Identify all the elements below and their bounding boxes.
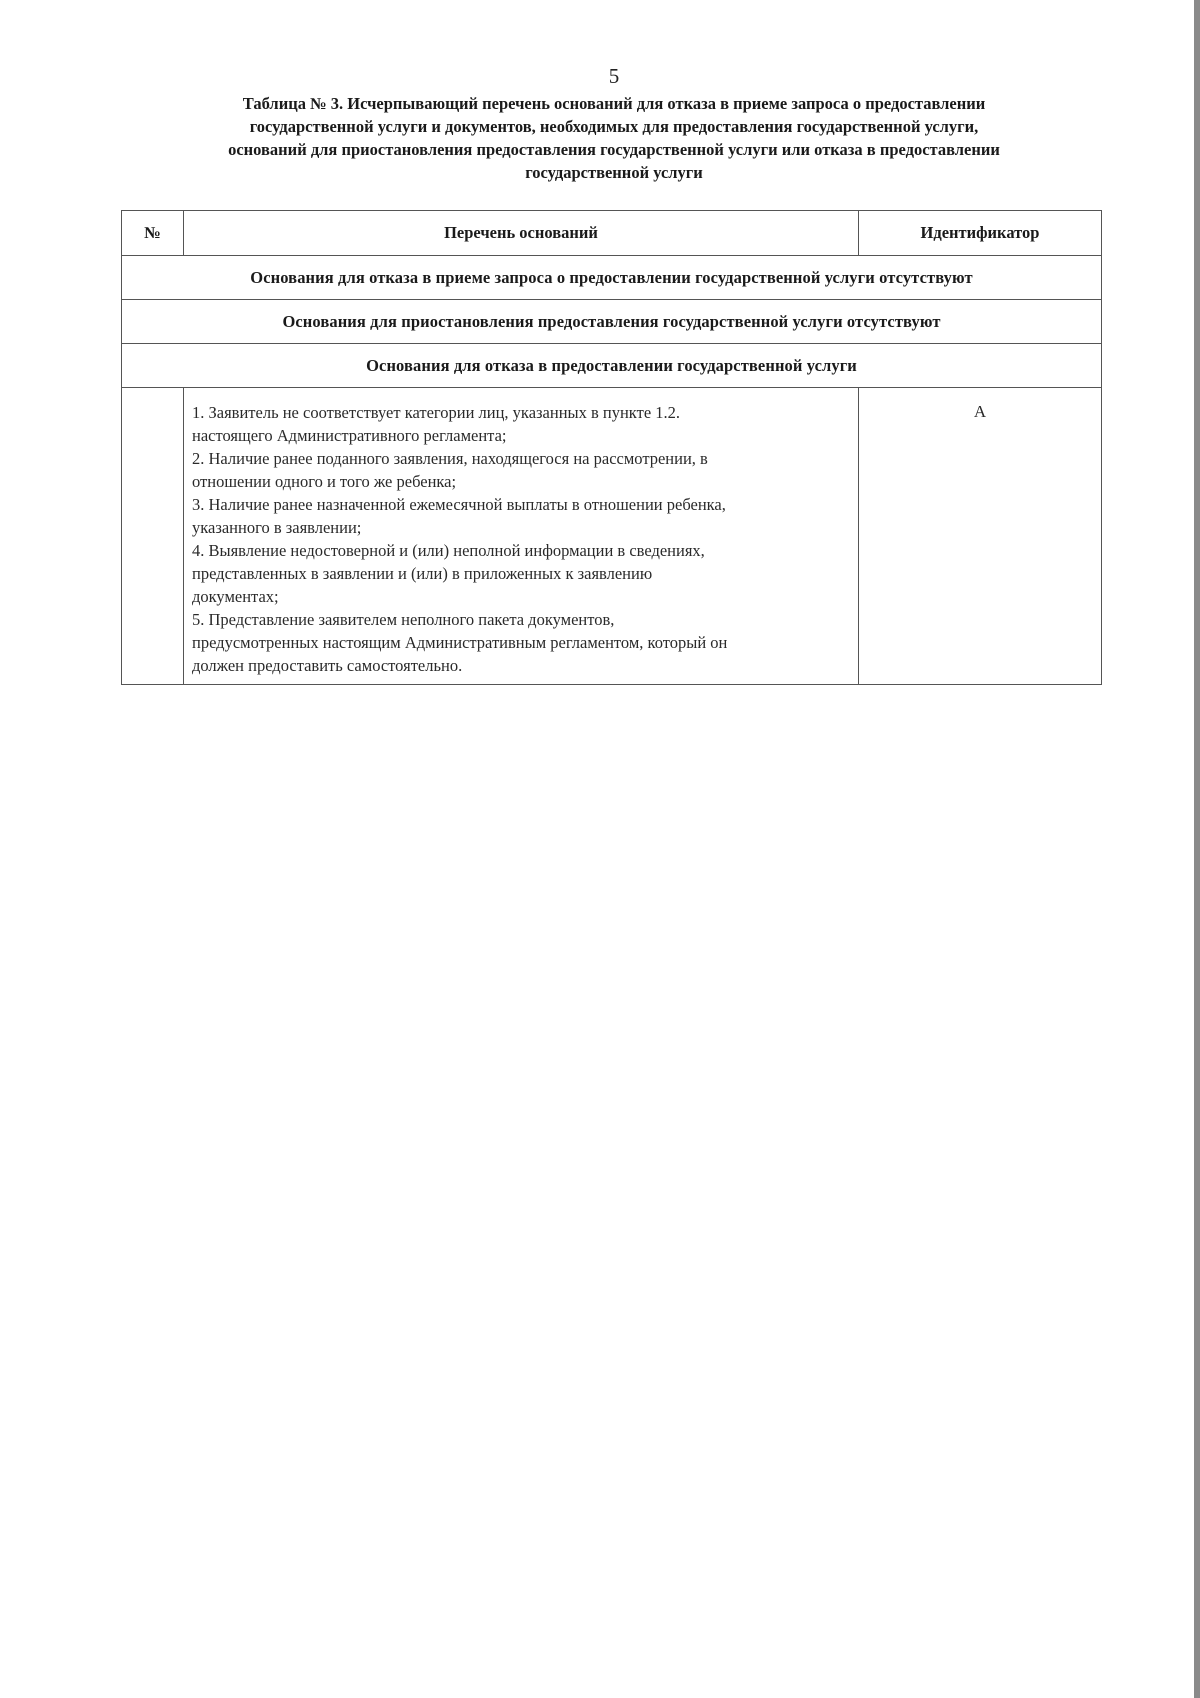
- reason-line: представленных в заявлении и (или) в приложенных к заявлению: [192, 564, 653, 583]
- table-title: [120, 92, 1108, 184]
- title-line: оснований для приостановления предоставления государственной услуги или отказа в предоставлении: [228, 140, 1000, 159]
- reason-line: 1. Заявитель не соответствует категории лиц, указанных в пункте 1.2.: [192, 403, 681, 422]
- identifier-value: А: [973, 402, 987, 421]
- section-row-suspension: [122, 300, 1102, 344]
- table-header-row: [122, 211, 1102, 256]
- row-number-cell: [122, 388, 184, 685]
- section-row-service-refusal: [122, 344, 1102, 388]
- title-line: Таблица № 3. Исчерпывающий перечень оснований для отказа в приеме запроса о предоставлении: [242, 94, 986, 113]
- section-label: Основания для отказа в предоставлении государственной услуги: [122, 344, 1102, 388]
- header-number: №: [122, 211, 184, 256]
- grounds-table: [121, 210, 1102, 685]
- identifier-cell: [859, 388, 1102, 685]
- section-row-reception-refusal: [122, 256, 1102, 300]
- title-line: государственной услуги: [525, 163, 703, 182]
- reason-line: отношении одного и того же ребенка;: [192, 472, 457, 491]
- reasons-list: [184, 388, 858, 677]
- reason-line: документах;: [192, 587, 279, 606]
- reason-line: 4. Выявление недостоверной и (или) неполной информации в сведениях,: [192, 541, 705, 560]
- page-number: 5: [608, 64, 620, 88]
- header-list: Перечень оснований: [184, 211, 859, 256]
- reason-line: 2. Наличие ранее поданного заявления, находящегося на рассмотрении, в: [192, 449, 708, 468]
- reason-line: настоящего Административного регламента;: [192, 426, 507, 445]
- section-label: Основания для отказа в приеме запроса о предоставлении государственной услуги отсутствуют: [122, 256, 1102, 300]
- table-row: [122, 388, 1102, 685]
- reason-line: 5. Представление заявителем неполного пакета документов,: [192, 610, 615, 629]
- reasons-cell: [184, 388, 859, 685]
- header-identifier: Идентификатор: [859, 211, 1102, 256]
- page-edge-shadow: [1194, 0, 1200, 1698]
- section-label: Основания для приостановления предоставления государственной услуги отсутствуют: [122, 300, 1102, 344]
- reason-line: должен предоставить самостоятельно.: [192, 656, 463, 675]
- reason-line: 3. Наличие ранее назначенной ежемесячной выплаты в отношении ребенка,: [192, 495, 726, 514]
- reason-line: указанного в заявлении;: [192, 518, 362, 537]
- title-line: государственной услуги и документов, необходимых для предоставления государственной услуги,: [249, 117, 979, 136]
- reason-line: предусмотренных настоящим Административным регламентом, который он: [192, 633, 728, 652]
